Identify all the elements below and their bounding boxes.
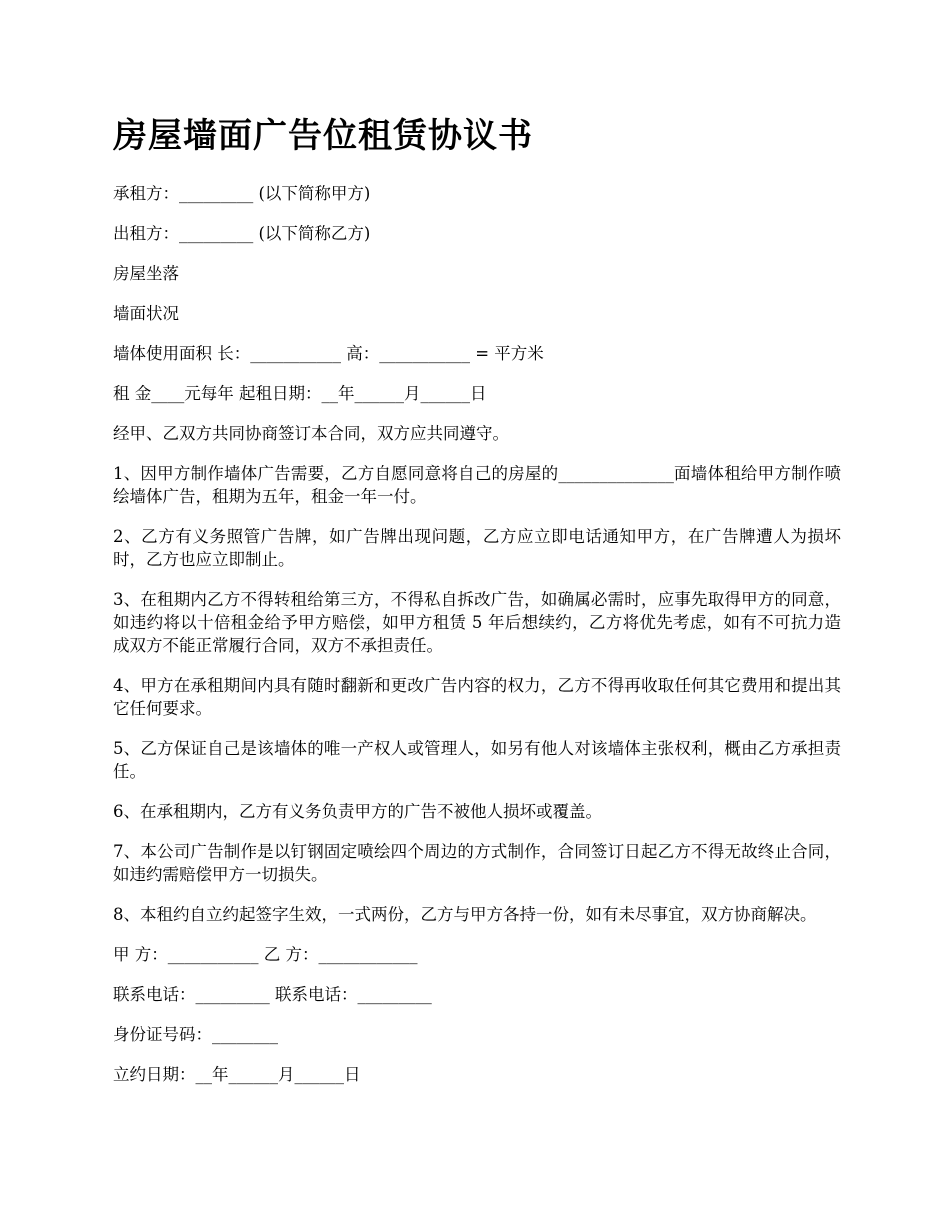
party-signature-line: 甲 方：___________ 乙 方：____________	[113, 945, 418, 964]
signature-section	[113, 943, 841, 1086]
lessor-line: 出租方：_________ (以下简称乙方)	[113, 224, 371, 243]
lessee-line: 承租方：_________ (以下简称甲方)	[113, 184, 371, 203]
phone-line: 联系电话：_________ 联系电话：_________	[113, 985, 432, 1004]
document-title: 房屋墙面广告位租赁协议书	[113, 116, 533, 156]
clauses-section	[113, 462, 841, 926]
clause-6: 6、在承租期内，乙方有义务负责甲方的广告不被他人损坏或覆盖。	[113, 802, 602, 821]
wall-condition-line: 墙面状况	[113, 304, 179, 323]
clause-8: 8、本租约自立约起签字生效，一式两份，乙方与甲方各持一份，如有未尽事宜，双方协商解决。	[113, 905, 817, 924]
clause-7: 7、本公司广告制作是以钉钢固定喷绘四个周边的方式制作，合同签订日起乙方不得无故终止合同，如违约需赔偿甲方一切损失。	[113, 842, 841, 884]
intro-paragraph: 经甲、乙双方共同协商签订本合同，双方应共同遵守。	[113, 424, 509, 443]
rent-line: 租 金____元每年 起租日期：__年______月______日	[113, 384, 487, 403]
house-location-line: 房屋坐落	[113, 264, 179, 283]
contract-page	[113, 108, 841, 1103]
clause-5: 5、乙方保证自己是该墙体的唯一产权人或管理人，如另有他人对该墙体主张权利，概由乙方承担责任。	[113, 739, 841, 781]
clause-3: 3、在租期内乙方不得转租给第三方，不得私自拆改广告，如确属必需时，应事先取得甲方的同意，如违约将以十倍租金给予甲方赔偿，如甲方租赁 5 年后想续约，乙方将优先考虑，如有不可抗力造成双方不能正常履行合同，双方不承担责任。	[113, 590, 841, 655]
id-number-line: 身份证号码：________	[113, 1025, 278, 1044]
header-section	[113, 182, 841, 405]
wall-area-line: 墙体使用面积 长：___________ 高：___________ = 平方米	[113, 344, 544, 363]
clause-1: 1、因甲方制作墙体广告需要，乙方自愿同意将自己的房屋的______________面墙体租给甲方制作喷绘墙体广告，租期为五年，租金一年一付。	[113, 464, 841, 506]
clause-4: 4、甲方在承租期间内具有随时翻新和更改广告内容的权力，乙方不得再收取任何其它费用和提出其它任何要求。	[113, 676, 841, 718]
clause-2: 2、乙方有义务照管广告牌，如广告牌出现问题，乙方应立即电话通知甲方，在广告牌遭人为损坏时，乙方也应立即制止。	[113, 527, 841, 569]
signing-date-line: 立约日期：__年______月______日	[113, 1065, 361, 1084]
